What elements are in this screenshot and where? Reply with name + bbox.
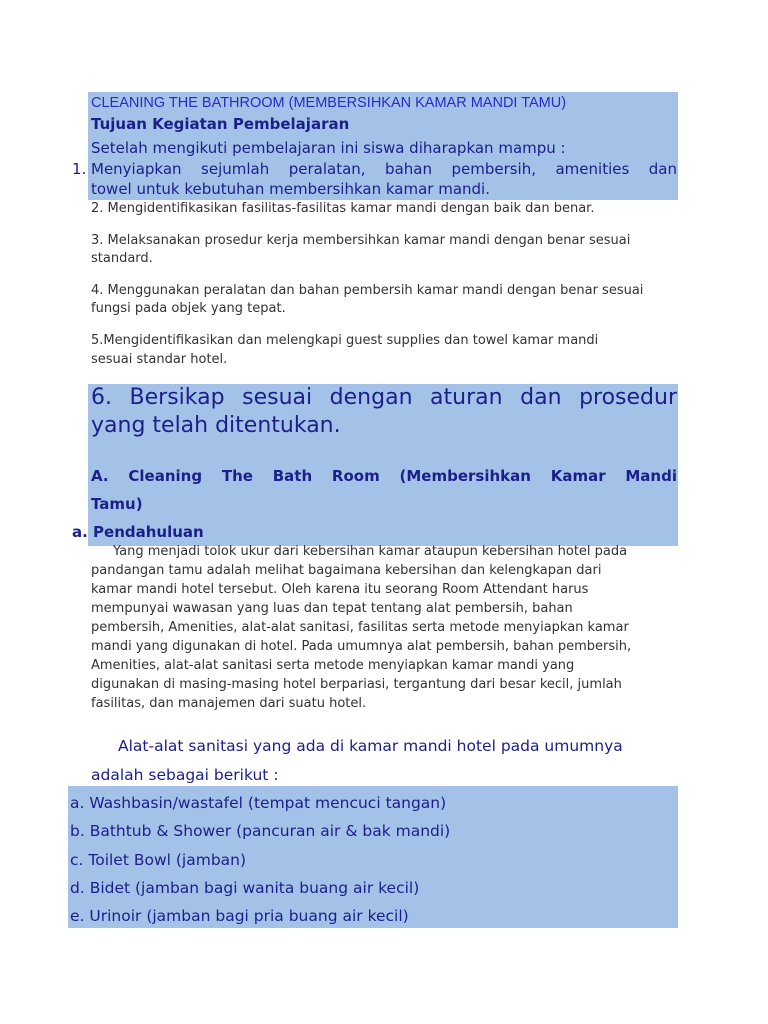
objective-3-line1: 3. Melaksanakan prosedur kerja membersihkan kamar mandi dengan benar sesuai — [91, 233, 631, 248]
objective-5-line2: sesuai standar hotel. — [91, 352, 228, 367]
list-item: c. Toilet Bowl (jamban) — [70, 851, 247, 869]
objective-6-line2: yang telah ditentukan. — [91, 413, 341, 438]
section-a-heading-line2: Tamu) — [91, 495, 143, 513]
paragraph-line: mempunyai wawasan yang luas dan tepat tentang alat pembersih, bahan — [91, 601, 573, 616]
list-item: d. Bidet (jamban bagi wanita buang air kecil) — [70, 879, 420, 897]
list-item: b. Bathtub & Shower (pancuran air & bak mandi) — [70, 822, 451, 840]
objective-3-line2: standard. — [91, 251, 153, 266]
paragraph-line: Amenities, alat-alat sanitasi serta metode menyiapkan kamar mandi yang — [91, 658, 575, 673]
list-item: a. Washbasin/wastafel (tempat mencuci tangan) — [70, 794, 447, 812]
objective-1-line1: Menyiapkan sejumlah peralatan, bahan pembersih, amenities dan — [91, 160, 677, 178]
paragraph-line: fasilitas, dan manajemen dari suatu hotel. — [91, 696, 367, 711]
objective-2: 2. Mengidentifikasikan fasilitas-fasilitas kamar mandi dengan baik dan benar. — [91, 201, 595, 216]
paragraph-line: pembersih, Amenities, alat-alat sanitasi, fasilitas serta metode menyiapkan kamar — [91, 620, 629, 635]
paragraph-line: digunakan di masing-masing hotel berpariasi, tergantung dari besar kecil, jumlah — [91, 677, 622, 692]
list-item: e. Urinoir (jamban bagi pria buang air kecil) — [70, 907, 409, 925]
objectives-intro: Setelah mengikuti pembelajaran ini siswa diharapkan mampu : — [91, 139, 566, 157]
paragraph-line: mandi yang digunakan di hotel. Pada umumnya alat pembersih, bahan pembersih, — [91, 639, 632, 654]
paragraph-line: pandangan tamu adalah melihat bagaimana kebersihan dan kelengkapan dari — [91, 563, 602, 578]
section-a-heading-line1: A. Cleaning The Bath Room (Membersihkan Kamar Mandi — [91, 467, 677, 485]
objective-1-line2: towel untuk kebutuhan membersihkan kamar mandi. — [91, 180, 490, 198]
objective-4-line2: fungsi pada objek yang tepat. — [91, 301, 286, 316]
page-title: CLEANING THE BATHROOM (MEMBERSIHKAN KAMAR MANDI TAMU) — [91, 95, 567, 111]
objective-5-line1: 5.Mengidentifikasikan dan melengkapi guest supplies dan towel kamar mandi — [91, 333, 599, 348]
paragraph-line: Yang menjadi tolok ukur dari kebersihan kamar ataupun kebersihan hotel pada — [113, 544, 628, 559]
section-subtitle: Tujuan Kegiatan Pembelajaran — [91, 115, 350, 133]
objective-1-number: 1. — [72, 160, 87, 178]
objective-4-line1: 4. Menggunakan peralatan dan bahan pembersih kamar mandi dengan benar sesuai — [91, 283, 644, 298]
pendahuluan-heading: a. Pendahuluan — [72, 523, 204, 541]
objective-6-line1: 6. Bersikap sesuai dengan aturan dan prosedur — [91, 385, 677, 410]
sanitation-intro-line2: adalah sebagai berikut : — [91, 766, 279, 784]
paragraph-line: kamar mandi hotel tersebut. Oleh karena itu seorang Room Attendant harus — [91, 582, 589, 597]
sanitation-intro-line1: Alat-alat sanitasi yang ada di kamar mandi hotel pada umumnya — [118, 737, 623, 755]
